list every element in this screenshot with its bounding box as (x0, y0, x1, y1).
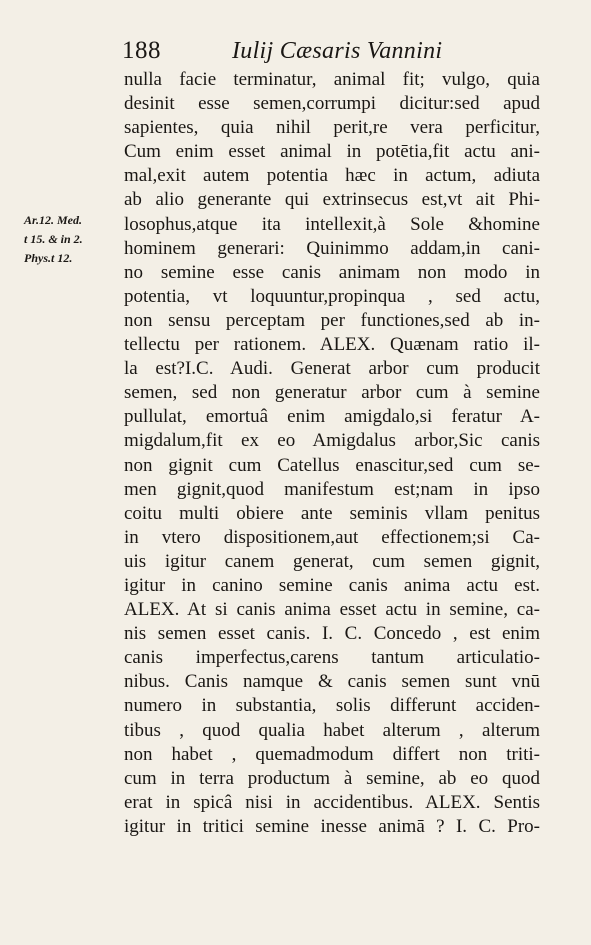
text-line: mal,exit autem potentia hæc in actum, adiuta (124, 165, 540, 187)
text-line: nibus. Canis namque & canis semen sunt vnū (124, 671, 540, 693)
page-header (122, 34, 542, 68)
text-line: canis imperfectus,carens tantum articulatio- (124, 647, 540, 669)
text-line: desinit esse semen,corrumpi dicitur:sed apud (124, 93, 540, 115)
text-line: ALEX. At si canis anima esset actu in semine, ca- (124, 599, 540, 621)
text-line: non gignit cum Catellus enascitur,sed cum se- (124, 454, 540, 476)
marginal-note-line: Ar.12. Med. (24, 213, 83, 227)
text-line: sapientes, quia nihil perit,re vera perficitur, (124, 117, 540, 139)
text-line: cum in terra productum à semine, ab eo quod (124, 767, 540, 789)
text-line: tellectu per rationem. ALEX. Quænam ratio il- (124, 334, 540, 356)
text-line: ab alio generante qui extrinsecus est,vt ait Phi- (124, 189, 540, 211)
text-line: Cum enim esset animal in potētia,fit actu ani- (124, 141, 540, 163)
text-line: non sensu perceptam per functiones,sed ab in- (124, 309, 540, 331)
text-line: nulla facie terminatur, animal fit; vulgo, quia (124, 69, 540, 90)
text-line: uis igitur canem generat, cum semen gignit, (124, 550, 540, 572)
body-text (124, 68, 540, 839)
text-line: igitur in canino semine canis anima actu est. (124, 574, 540, 596)
text-line: nis semen esset canis. I. C. Concedo , est enim (124, 623, 540, 645)
page-number: 188 (122, 37, 161, 64)
text-line: non habet , quemadmodum differt non triti- (124, 743, 540, 765)
text-line: migdalum,fit ex eo Amigdalus arbor,Sic canis (124, 430, 540, 452)
marginal-note-line: Phys.t 12. (24, 251, 73, 265)
text-line: losophus,atque ita intellexit,à Sole &homine (124, 213, 540, 235)
text-line: erat in spicâ nisi in accidentibus. ALEX. Sentis (124, 791, 540, 813)
text-line: igitur in tritici semine inesse animā ? I. C. Pro- (124, 815, 540, 837)
text-line: potentia, vt loquuntur,propinqua , sed actu, (124, 285, 540, 307)
text-line: la est?I.C. Audi. Generat arbor cum producit (124, 358, 540, 380)
marginal-note (24, 211, 124, 268)
text-line: numero in substantia, solis differunt acciden- (124, 695, 540, 717)
text-line: semen, sed non generatur arbor cum à semine (124, 382, 540, 404)
text-line: pullulat, emortuâ enim amigdalo,si feratur A- (124, 406, 540, 428)
text-line: tibus , quod qualia habet alterum , alterum (124, 719, 540, 741)
marginal-note-line: t 15. & in 2. (24, 232, 83, 246)
text-line: in vtero dispositionem,aut effectionem;si Ca- (124, 526, 540, 548)
text-line: hominem generari: Quinimmo addam,in cani- (124, 237, 540, 259)
running-head: Iulij Cæsaris Vannini (232, 38, 443, 64)
text-line: men gignit,quod manifestum est;nam in ipso (124, 478, 540, 500)
text-line: coitu multi obiere ante seminis vllam penitus (124, 502, 540, 524)
text-line: no semine esse canis animam non modo in (124, 261, 540, 283)
